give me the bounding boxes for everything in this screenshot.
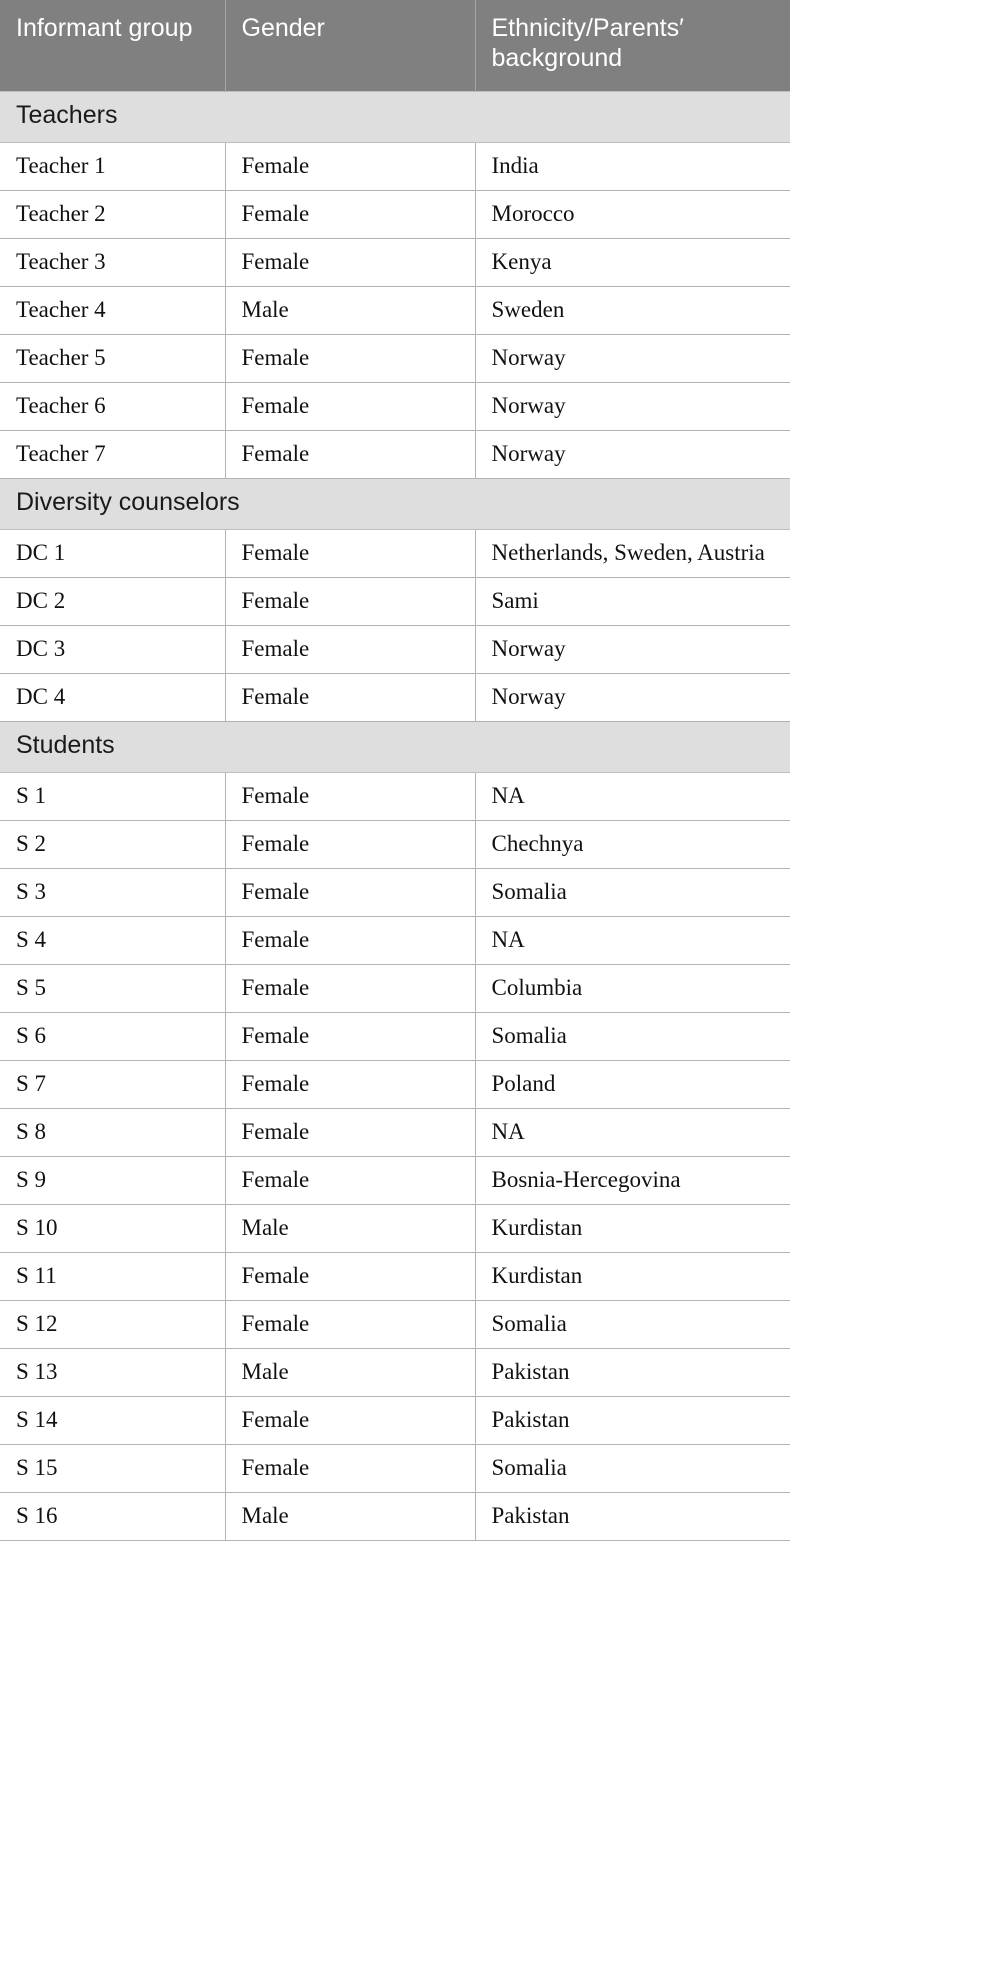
table-row xyxy=(0,143,790,191)
cell-gender: Female xyxy=(225,626,475,674)
cell-gender: Male xyxy=(225,1349,475,1397)
cell-gender: Female xyxy=(225,239,475,287)
table-row xyxy=(0,1301,790,1349)
table-row xyxy=(0,674,790,722)
cell-ethnicity: Sami xyxy=(475,578,790,626)
table-row xyxy=(0,821,790,869)
cell-group: S 4 xyxy=(0,917,225,965)
cell-gender: Female xyxy=(225,335,475,383)
cell-ethnicity: Chechnya xyxy=(475,821,790,869)
cell-group: Teacher 6 xyxy=(0,383,225,431)
cell-ethnicity: Poland xyxy=(475,1061,790,1109)
cell-gender: Male xyxy=(225,1205,475,1253)
cell-group: S 5 xyxy=(0,965,225,1013)
cell-gender: Female xyxy=(225,821,475,869)
cell-group: Teacher 3 xyxy=(0,239,225,287)
cell-group: Teacher 1 xyxy=(0,143,225,191)
cell-gender: Female xyxy=(225,1109,475,1157)
section-header-row xyxy=(0,479,790,530)
cell-group: S 9 xyxy=(0,1157,225,1205)
column-header-informant-group: Informant group xyxy=(0,0,225,92)
cell-group: S 1 xyxy=(0,773,225,821)
cell-ethnicity: Sweden xyxy=(475,287,790,335)
cell-ethnicity: Somalia xyxy=(475,869,790,917)
cell-group: Teacher 2 xyxy=(0,191,225,239)
cell-ethnicity: India xyxy=(475,143,790,191)
cell-group: S 16 xyxy=(0,1493,225,1541)
cell-group: Teacher 7 xyxy=(0,431,225,479)
cell-gender: Female xyxy=(225,1157,475,1205)
cell-group: S 14 xyxy=(0,1397,225,1445)
cell-group: DC 1 xyxy=(0,530,225,578)
table-row xyxy=(0,431,790,479)
cell-gender: Female xyxy=(225,431,475,479)
section-header-row xyxy=(0,722,790,773)
table-row xyxy=(0,287,790,335)
cell-ethnicity: Norway xyxy=(475,335,790,383)
cell-group: S 3 xyxy=(0,869,225,917)
cell-ethnicity: Norway xyxy=(475,674,790,722)
section-title: Diversity counselors xyxy=(0,479,790,530)
cell-ethnicity: Bosnia-Hercegovina xyxy=(475,1157,790,1205)
table-body xyxy=(0,92,790,1541)
cell-group: S 8 xyxy=(0,1109,225,1157)
cell-group: S 15 xyxy=(0,1445,225,1493)
table-row xyxy=(0,239,790,287)
cell-ethnicity: Pakistan xyxy=(475,1493,790,1541)
table-row xyxy=(0,1493,790,1541)
table-row xyxy=(0,1397,790,1445)
cell-gender: Male xyxy=(225,1493,475,1541)
cell-gender: Female xyxy=(225,674,475,722)
cell-ethnicity: Somalia xyxy=(475,1301,790,1349)
cell-group: Teacher 4 xyxy=(0,287,225,335)
cell-group: S 13 xyxy=(0,1349,225,1397)
cell-ethnicity: Netherlands, Sweden, Austria xyxy=(475,530,790,578)
cell-ethnicity: Pakistan xyxy=(475,1349,790,1397)
column-header-ethnicity: Ethnicity/Parents′ background xyxy=(475,0,790,92)
cell-gender: Male xyxy=(225,287,475,335)
table-row xyxy=(0,1109,790,1157)
cell-ethnicity: Somalia xyxy=(475,1445,790,1493)
cell-group: S 7 xyxy=(0,1061,225,1109)
table-row xyxy=(0,335,790,383)
table-row xyxy=(0,917,790,965)
cell-gender: Female xyxy=(225,917,475,965)
table-row xyxy=(0,773,790,821)
table-row xyxy=(0,1253,790,1301)
cell-ethnicity: Norway xyxy=(475,383,790,431)
table-row xyxy=(0,965,790,1013)
cell-group: S 2 xyxy=(0,821,225,869)
table-row xyxy=(0,1205,790,1253)
section-header-row xyxy=(0,92,790,143)
cell-gender: Female xyxy=(225,1061,475,1109)
table-row xyxy=(0,869,790,917)
cell-ethnicity: Pakistan xyxy=(475,1397,790,1445)
cell-ethnicity: Kurdistan xyxy=(475,1253,790,1301)
column-header-gender: Gender xyxy=(225,0,475,92)
section-title: Teachers xyxy=(0,92,790,143)
cell-gender: Female xyxy=(225,1253,475,1301)
cell-ethnicity: Norway xyxy=(475,626,790,674)
table-row xyxy=(0,1445,790,1493)
cell-ethnicity: Columbia xyxy=(475,965,790,1013)
cell-gender: Female xyxy=(225,869,475,917)
cell-ethnicity: Kurdistan xyxy=(475,1205,790,1253)
cell-gender: Female xyxy=(225,1301,475,1349)
table-header-row xyxy=(0,0,790,92)
cell-ethnicity: Norway xyxy=(475,431,790,479)
table-row xyxy=(0,191,790,239)
cell-group: Teacher 5 xyxy=(0,335,225,383)
table-row xyxy=(0,1349,790,1397)
cell-ethnicity: Somalia xyxy=(475,1013,790,1061)
cell-gender: Female xyxy=(225,383,475,431)
cell-gender: Female xyxy=(225,1445,475,1493)
cell-group: S 10 xyxy=(0,1205,225,1253)
cell-group: DC 3 xyxy=(0,626,225,674)
cell-gender: Female xyxy=(225,578,475,626)
cell-group: S 6 xyxy=(0,1013,225,1061)
cell-group: S 11 xyxy=(0,1253,225,1301)
cell-gender: Female xyxy=(225,1013,475,1061)
cell-gender: Female xyxy=(225,1397,475,1445)
table-row xyxy=(0,1157,790,1205)
cell-gender: Female xyxy=(225,143,475,191)
cell-gender: Female xyxy=(225,773,475,821)
cell-ethnicity: Morocco xyxy=(475,191,790,239)
table-row xyxy=(0,626,790,674)
cell-ethnicity: NA xyxy=(475,773,790,821)
table-header xyxy=(0,0,790,92)
table-row xyxy=(0,383,790,431)
cell-ethnicity: NA xyxy=(475,917,790,965)
cell-group: S 12 xyxy=(0,1301,225,1349)
cell-ethnicity: Kenya xyxy=(475,239,790,287)
cell-gender: Female xyxy=(225,191,475,239)
table-row xyxy=(0,578,790,626)
table-row xyxy=(0,530,790,578)
section-title: Students xyxy=(0,722,790,773)
table-row xyxy=(0,1013,790,1061)
cell-ethnicity: NA xyxy=(475,1109,790,1157)
cell-group: DC 2 xyxy=(0,578,225,626)
table-row xyxy=(0,1061,790,1109)
cell-gender: Female xyxy=(225,530,475,578)
cell-gender: Female xyxy=(225,965,475,1013)
cell-group: DC 4 xyxy=(0,674,225,722)
